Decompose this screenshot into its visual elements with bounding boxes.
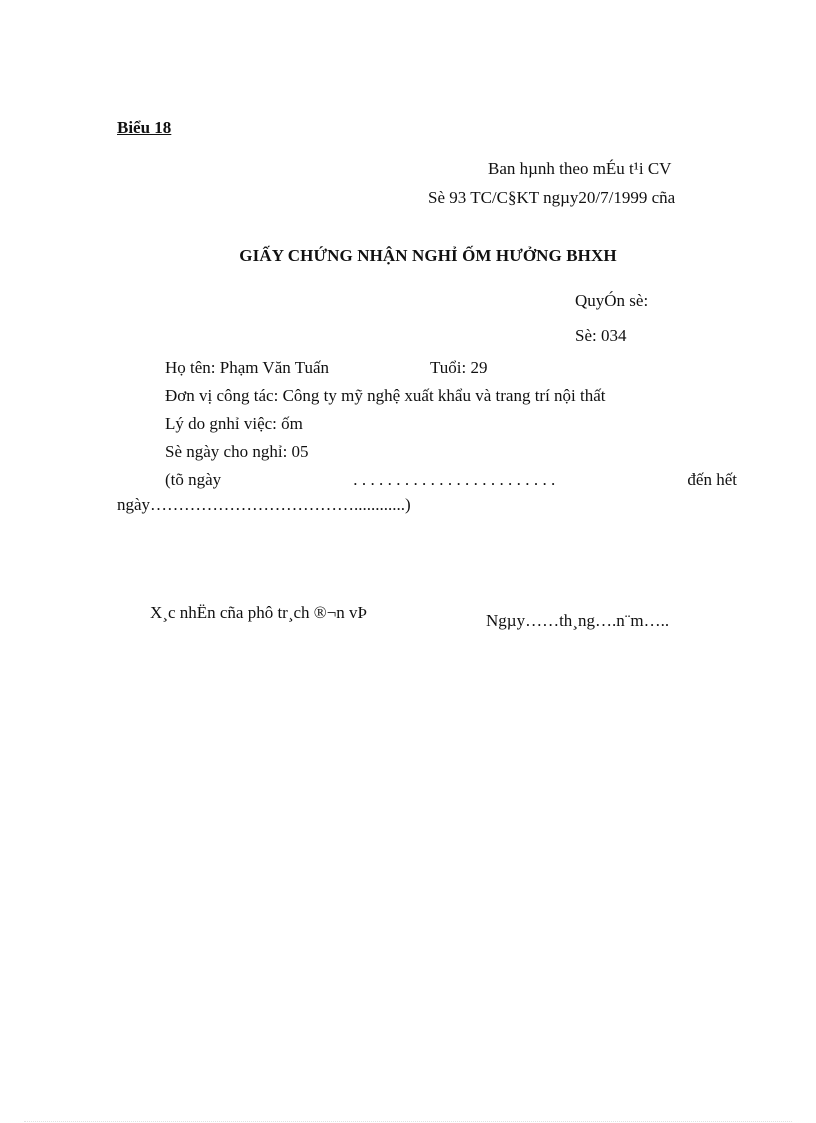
- serial-number: Sè: 034: [575, 326, 627, 345]
- form-code: Biểu 18: [117, 118, 172, 137]
- field-to-date: ngày………………………………............): [117, 495, 411, 514]
- signature-date: Ngµy……th¸ng….n¨m…..: [486, 611, 670, 630]
- field-name: Họ tên: Phạm Văn Tuấn: [165, 358, 330, 377]
- from-date-label: (tõ ngày: [165, 470, 222, 489]
- from-date-dots: . . . . . . . . . . . . . . . . . . . . . . . .: [353, 470, 556, 489]
- unit-head-confirmation: X¸c nhËn cña phô tr¸ch ®¬n vÞ: [150, 603, 368, 622]
- field-leave-reason: Lý do gnhỉ việc: ốm: [165, 414, 303, 433]
- book-number: QuyÓn sè:: [575, 291, 649, 310]
- to-date-label: đến hết: [687, 470, 737, 489]
- page-divider: [24, 1121, 792, 1122]
- field-work-unit: Đơn vị công tác: Công ty mỹ nghệ xuất khẩu và trang trí nội thất: [165, 386, 606, 405]
- issued-reference-line-1: Ban hµnh theo mÉu t¹i CV: [488, 159, 672, 178]
- field-leave-days: Sè ngày cho nghỉ: 05: [165, 442, 309, 461]
- field-from-date: [165, 470, 737, 490]
- field-age: Tuổi: 29: [430, 358, 488, 377]
- document-title: GIẤY CHỨNG NHẬN NGHỈ ỐM HƯỞNG BHXH: [239, 246, 617, 265]
- issued-reference-line-2: Sè 93 TC/C§KT ngµy20/7/1999 cña: [428, 188, 676, 207]
